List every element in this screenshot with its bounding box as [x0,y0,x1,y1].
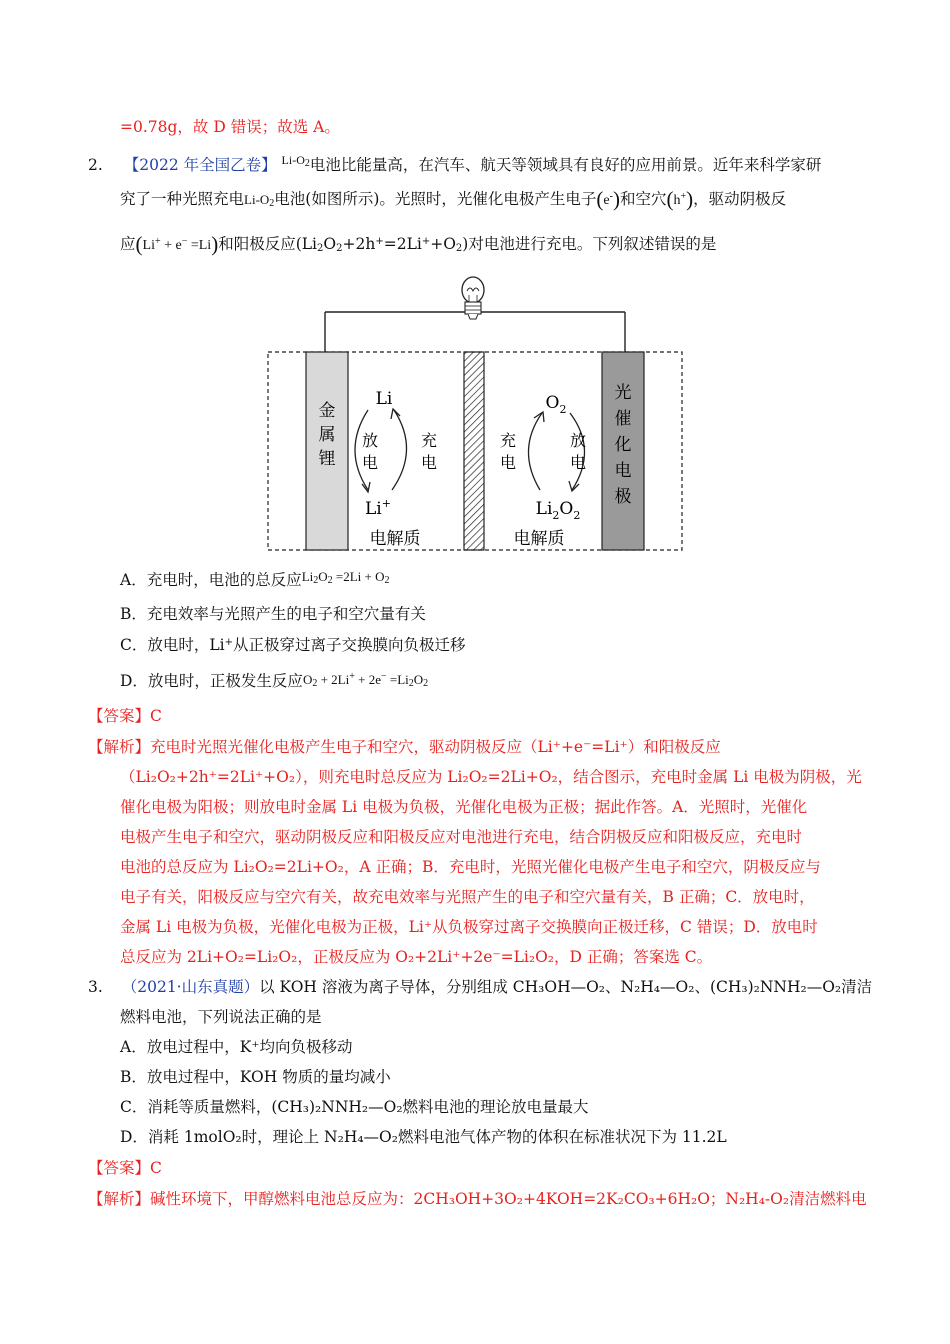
option-b: B．充电效率与光照产生的电子和空穴量有关 [120,605,426,623]
left-charge-label-2: 电 [420,453,438,472]
left-bottom-species: Li+ [365,497,391,519]
left-charge-label-1: 充 [420,431,438,450]
electron-symbol: e- [603,191,613,208]
stem-text: 电池(如图所示)。光照时，光催化电极产生电子 [274,190,597,208]
left-discharge-arrow [355,410,368,490]
q3-option-c: C．消耗等质量燃料，(CH₃)₂NNH₂—O₂燃料电池的理论放电量最大 [120,1098,589,1116]
q3-option-a: A．放电过程中，K⁺均向负极移动 [120,1038,353,1056]
stem-text: 和阳极反应(Li [218,235,318,253]
question-number: 3. [88,978,103,996]
option-a: A．充电时，电池的总反应$^{Li_2O_2 =2Li + O_2}$ [120,569,390,589]
right-top-species: $O_2$ [545,393,567,416]
q3-analysis-line-1: 【解析】碱性环境下，甲醇燃料电池总反应为：2CH₃OH+3O₂+4KOH=2K₂CO₃+6H₂O；N₂H₄-O₂清洁燃料电 [88,1190,867,1208]
q2-analysis-line-5: 电池的总反应为 Li₂O₂=2Li+O₂，A 正确；B．充电时，光照光催化电极产生电子和空穴，阴极反应与 [120,858,821,876]
stem-text: 究了一种光照充电 [120,190,245,208]
ion-exchange-membrane [464,352,484,550]
left-top-species: Li [375,389,393,409]
question-number: 2. [88,156,103,174]
question-2-line-2: 究了一种光照充电$Li-O_2$电池(如图所示)。光照时，光催化电极产生电子(e-)和空穴(h+)，驱动阴极反 [120,187,787,211]
option-d: D．放电时，正极发生反应$O_2 + 2Li^+ + 2e^- =Li_2O_2$ [120,671,429,690]
right-discharge-arrow [570,413,585,490]
formula-li-o2: $Li-O_2$ [244,192,275,209]
left-electrode-label-1: 金 [318,401,336,421]
stem-text: 和空穴 [619,190,667,208]
battery-diagram [260,268,690,558]
formula-li-o2: Li-O2 [281,153,310,169]
stem-text: ，驱动阴极反 [693,190,787,208]
question-source: （2021·山东真题） [121,978,260,996]
right-electrode-label-4: 电 [614,461,632,481]
q2-analysis-line-1: 【解析】充电时光照光催化电极产生电子和空穴，驱动阴极反应（Li⁺+e⁻=Li⁺）和阳极反应 [88,738,721,756]
q2-answer: 【答案】C [88,707,162,725]
right-electrode-label-2: 催 [614,409,632,429]
stem-text: 应 [120,235,136,253]
question-2-line-3: 应(Li+ + e− =Li)和阳极反应$(Li_2O_2+2h^+=2Li^++O_2)$对电池进行充电。下列叙述错误的是 [120,232,717,256]
right-charge-label-2: 电 [499,453,517,472]
right-bottom-species: $Li_2O_2$ [535,499,581,522]
right-electrode-label-3: 化 [614,435,632,455]
hole-symbol: h+ [673,191,687,208]
q2-analysis-line-4: 电极产生电子和空穴，驱动阴极反应和阳极反应对电池进行充电，结合阴极反应和阳极反应，充电时 [120,828,803,846]
light-bulb-icon [462,277,484,319]
q2-analysis-line-7: 金属 Li 电极为负极，光催化电极为正极，Li⁺从负极穿过离子交换膜向正极迁移，C 错误；D．放电时 [120,918,818,936]
left-discharge-label-1: 放 [361,431,379,450]
q3-option-b: B．放电过程中，KOH 物质的量均减小 [120,1068,391,1086]
right-electrode-label-5: 极 [614,487,632,507]
cathode-reaction: Li+ + e− =Li [142,236,212,253]
question-source: 【2022 年全国乙卷】 [123,156,277,174]
stem-text: 电池比能量高，在汽车、航天等领域具有良好的应用前景。近年来科学家研 [309,156,822,174]
previous-analysis-tail: =0.78g，故 D 错误；故选 A。 [120,118,340,136]
q2-analysis-line-6: 电子有关，阳极反应与空穴有关，故充电效率与光照产生的电子和空穴量有关，B 正确；C．放电时， [120,888,815,906]
left-electrode-label-2: 属 [318,425,336,445]
right-charge-label-1: 充 [499,431,517,450]
option-c: C．放电时，Li+从正极穿过离子交换膜向负极迁移 [120,636,466,654]
question-3-line-1: 3. （2021·山东真题）以 KOH 溶液为离子导体，分别组成 CH₃OH—O₂、N₂H₄—O₂、(CH₃)₂NNH₂—O₂清洁 [88,978,873,996]
q2-analysis-line-2: （Li₂O₂+2h⁺=2Li⁺+O₂），则充电时总反应为 Li₂O₂=2Li+O₂，结合图示，充电时金属 Li 电极为阴极，光 [120,768,862,786]
left-discharge-label-2: 电 [361,453,379,472]
q2-analysis-line-8: 总反应为 2Li+O₂=Li₂O₂，正极反应为 O₂+2Li⁺+2e⁻=Li₂O₂，D 正确；答案选 C。 [120,948,713,966]
q3-option-d: D．消耗 1molO₂时，理论上 N₂H₄—O₂燃料电池气体产物的体积在标准状况下为 11.2L [120,1128,727,1146]
right-discharge-label-1: 放 [569,431,587,450]
right-discharge-label-2: 电 [569,453,587,472]
electrolyte-right-label: 电解质 [513,529,565,549]
right-electrode-label-1: 光 [614,383,632,403]
q3-answer: 【答案】C [88,1159,162,1177]
q2-analysis-line-3: 催化电极为阳极；则放电时金属 Li 电极为负极，光催化电极为正极；据此作答。A．光照时，光催化 [120,798,808,816]
question-3-line-2: 燃料电池，下列说法正确的是 [120,1008,322,1026]
electrolyte-left-label: 电解质 [369,529,421,549]
left-electrode-label-3: 锂 [318,449,336,469]
question-2-line-1 [88,149,821,176]
left-charge-arrow [392,410,407,490]
right-charge-arrow [528,413,542,490]
